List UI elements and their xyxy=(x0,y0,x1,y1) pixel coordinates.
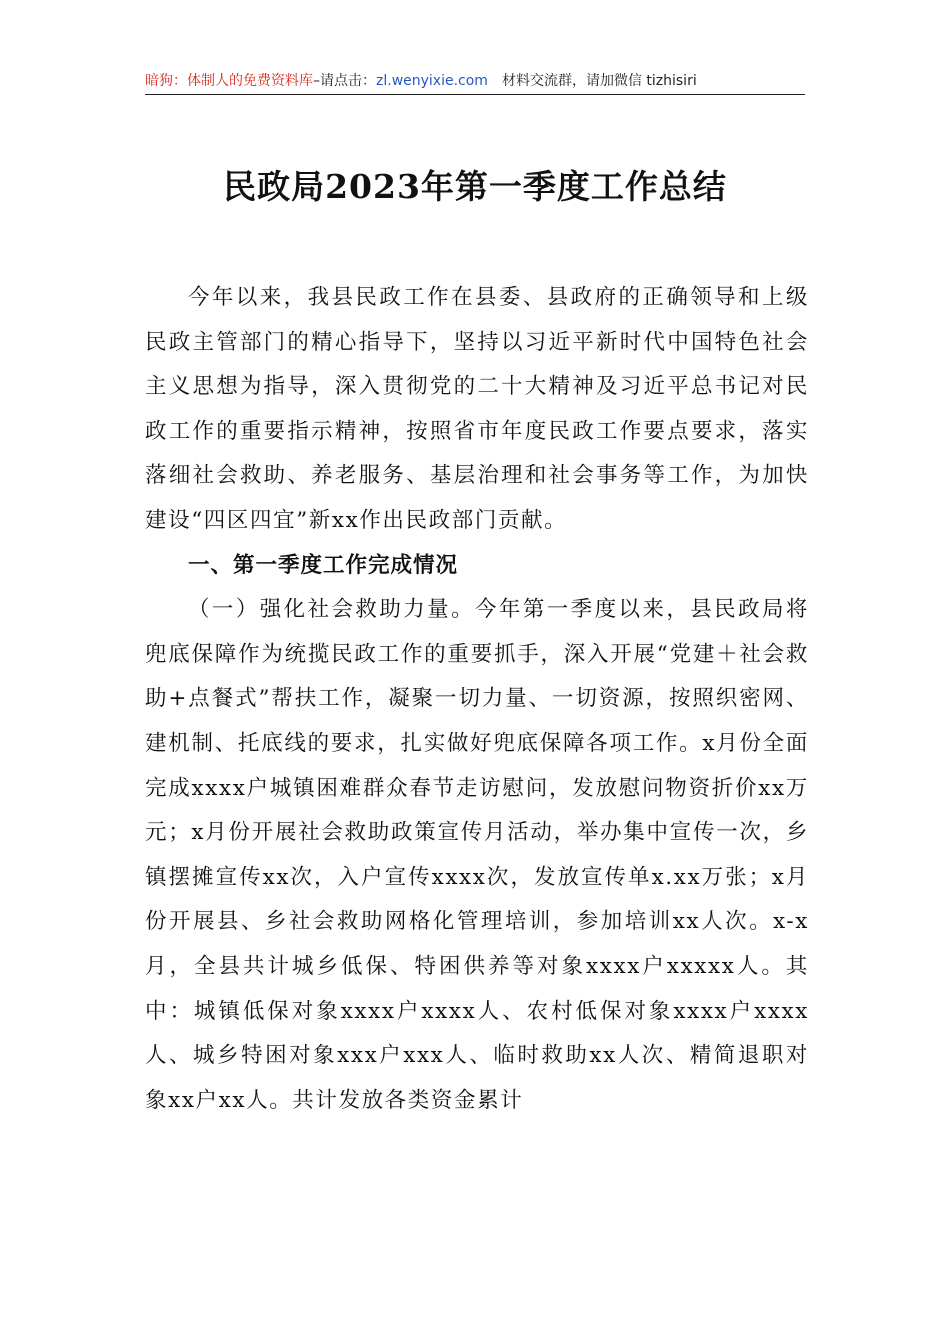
header-click-prompt: –请点击： xyxy=(313,73,376,89)
section-1-paragraph-1: （一）强化社会救助力量。今年第一季度以来，县民政局将兜底保障作为统揽民政工作的重要抓手，深入开展“党建＋社会救助+点餐式”帮扶工作，凝聚一切力量、一切资源，按照织密网、建机制、托底线的要求，扎实做好兜底保障各项工作。x月份全面完成xxxx户城镇困难群众春节走访慰问，发放慰问物资折价xx万元；x月份开展社会救助政策宣传月活动，举办集中宣传一次，乡镇摆摊宣传xx次，入户宣传xxxx次，发放宣传单x.xx万张；x月份开展县、乡社会救助网格化管理培训，参加培训xx人次。x-x月，全县共计城乡低保、特困供养等对象xxxx户xxxxx人。其中：城镇低保对象xxxx户xxxx人、农村低保对象xxxx户xxxx人、城乡特困对象xxx户xxx人、临时救助xx人次、精简退职对象xx户xx人。共计发放各类资金累计 xyxy=(145,597,809,1113)
document-body xyxy=(145,276,809,1123)
section-1-heading: 一、第一季度工作完成情况 xyxy=(188,552,459,578)
header-site-link[interactable]: zl.wenyixie.com xyxy=(376,73,488,89)
header-promo-text: 暗狗：体制人的免费资料库 xyxy=(145,73,313,89)
header-wechat-note: 材料交流群，请加微信 tizhisiri xyxy=(501,73,697,89)
document-title: 民政局2023年第一季度工作总结 xyxy=(223,167,727,206)
page-header xyxy=(145,70,805,95)
intro-paragraph: 今年以来，我县民政工作在县委、县政府的正确领导和上级民政主管部门的精心指导下，坚持以习近平新时代中国特色社会主义思想为指导，深入贯彻党的二十大精神及习近平总书记对民政工作的重要指示精神，按照省市年度民政工作要点要求，落实落细社会救助、养老服务、基层治理和社会事务等工作，为加快建设“四区四宜”新xx作出民政部门贡献。 xyxy=(145,285,809,533)
